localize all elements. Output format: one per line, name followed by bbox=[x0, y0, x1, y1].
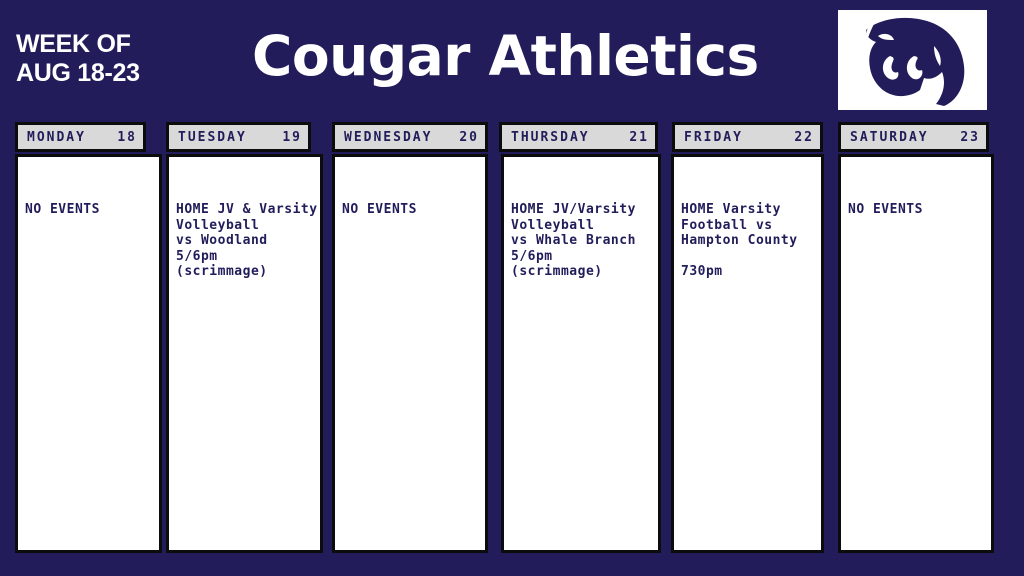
event-line: Football vs bbox=[681, 217, 773, 233]
week-label-line2: AUG 18-23 bbox=[16, 59, 140, 87]
event-line: Volleyball bbox=[511, 217, 595, 233]
event-line: 730pm bbox=[681, 264, 723, 279]
day-name: SATURDAY bbox=[850, 129, 929, 145]
week-label bbox=[16, 30, 140, 88]
event-line: 5/6pm bbox=[176, 248, 218, 264]
day-name: FRIDAY bbox=[684, 129, 743, 145]
day-header-thursday bbox=[499, 122, 658, 152]
day-column-friday bbox=[671, 154, 824, 553]
day-column-saturday bbox=[838, 154, 994, 553]
event-line: HOME Varsity bbox=[681, 202, 781, 217]
event-line: NO EVENTS bbox=[848, 202, 923, 217]
event-line: (scrimmage) bbox=[511, 264, 603, 279]
day-name: THURSDAY bbox=[511, 129, 590, 145]
logo bbox=[838, 10, 987, 110]
event-line: vs Woodland bbox=[176, 233, 268, 248]
day-column-wednesday bbox=[332, 154, 488, 553]
day-header-monday bbox=[15, 122, 146, 152]
day-date: 20 bbox=[459, 129, 479, 145]
day-header-friday bbox=[672, 122, 823, 152]
day-header-tuesday bbox=[166, 122, 311, 152]
event-line: vs Whale Branch bbox=[511, 233, 636, 248]
day-date: 23 bbox=[960, 129, 980, 145]
event-line bbox=[681, 249, 817, 265]
week-label-line1: WEEK OF bbox=[16, 30, 131, 58]
event-line: HOME JV & Varsity bbox=[176, 202, 318, 217]
day-name: TUESDAY bbox=[178, 129, 247, 145]
day-column-tuesday bbox=[166, 154, 323, 553]
event-line: HOME JV/Varsity bbox=[511, 202, 636, 217]
event-line: NO EVENTS bbox=[25, 202, 100, 217]
day-date: 22 bbox=[794, 129, 814, 145]
event-line: 5/6pm bbox=[511, 248, 553, 264]
event-line: (scrimmage) bbox=[176, 264, 268, 279]
day-column-thursday bbox=[501, 154, 661, 553]
day-column-monday bbox=[15, 154, 162, 553]
day-name: MONDAY bbox=[27, 129, 86, 145]
event-line: Volleyball bbox=[176, 217, 260, 233]
day-header-saturday bbox=[838, 122, 989, 152]
day-date: 18 bbox=[117, 129, 137, 145]
day-header-wednesday bbox=[332, 122, 488, 152]
day-date: 21 bbox=[629, 129, 649, 145]
event-line: Hampton County bbox=[681, 233, 798, 248]
event-line: NO EVENTS bbox=[342, 202, 417, 217]
page-title: Cougar Athletics bbox=[252, 24, 759, 88]
cougar-logo-icon bbox=[860, 16, 966, 108]
day-name: WEDNESDAY bbox=[344, 129, 433, 145]
day-date: 19 bbox=[282, 129, 302, 145]
